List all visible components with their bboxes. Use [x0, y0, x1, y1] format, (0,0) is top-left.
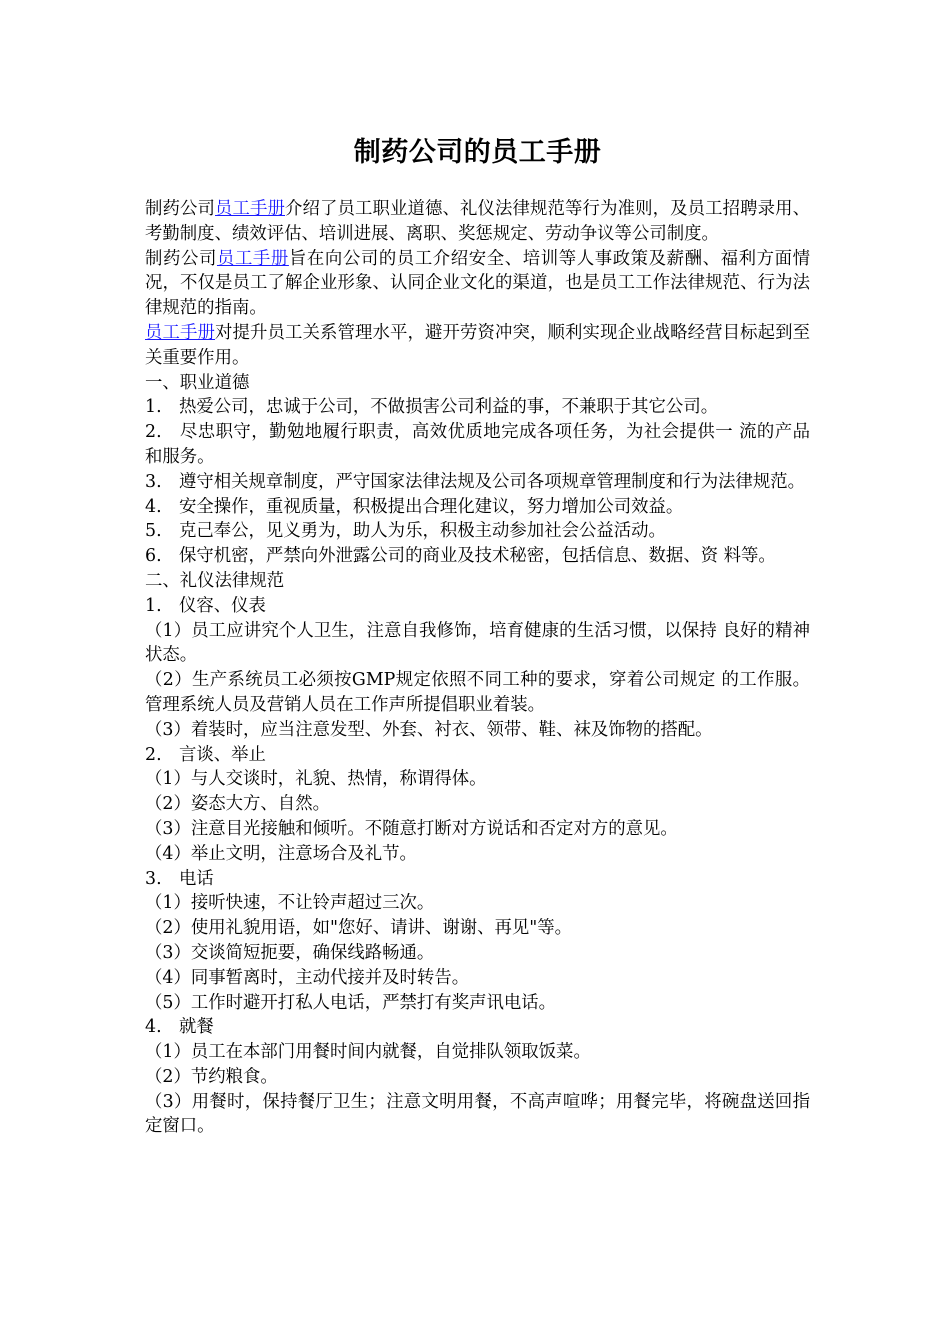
- intro-text: 旨在向公司的员工介绍安全、培训等人事政策及薪酬、福利方面情况，不仅是员工了解企业形象、认同企业文化的渠道，也是员工工作法律规范、行为法律规范的指南。: [145, 248, 810, 319]
- subsection-heading: 3. 电话: [145, 868, 214, 889]
- list-item: （2）姿态大方、自然。: [145, 794, 330, 815]
- list-item: （2）使用礼貌用语，如"您好、请讲、谢谢、再见"等。: [145, 918, 573, 939]
- list-item: 3. 遵守相关规章制度，严守国家法律法规及公司各项规章管理制度和行为法律规范。: [145, 471, 806, 492]
- employee-handbook-link[interactable]: 员工手册: [145, 322, 216, 343]
- list-item: 2. 尽忠职守，勤勉地履行职责，高效优质地完成各项任务，为社会提供一 流的产品和服务。: [145, 422, 810, 467]
- list-item: （3）用餐时，保持餐厅卫生；注意文明用餐，不高声喧哗；用餐完毕，将碗盘送回指定窗口。: [145, 1091, 810, 1137]
- intro-prefix: 制药公司: [145, 199, 216, 219]
- section-heading: 一、职业道德: [145, 372, 250, 393]
- list-item: 4. 安全操作，重视质量，积极提出合理化建议，努力增加公司效益。: [145, 496, 684, 517]
- list-item: （1）员工在本部门用餐时间内就餐，自觉排队领取饭菜。: [145, 1042, 591, 1063]
- subsection-heading: 1. 仪容、仪表: [145, 595, 266, 616]
- intro-paragraph-2: [145, 247, 810, 321]
- list-item: （5）工作时避开打私人电话，严禁打有奖声讯电话。: [145, 992, 557, 1013]
- list-item: （1）员工应讲究个人卫生，注意自我修饰，培育健康的生活习惯，以保持 良好的精神状态。: [145, 620, 810, 666]
- employee-handbook-link[interactable]: 员工手册: [216, 248, 289, 269]
- intro-paragraph-3: [145, 321, 810, 371]
- subsection-heading: 2. 言谈、举止: [145, 744, 266, 765]
- intro-paragraph-1: [145, 197, 810, 247]
- list-item: （1）与人交谈时，礼貌、热情，称谓得体。: [145, 769, 487, 790]
- list-item: （3）注意目光接触和倾听。不随意打断对方说话和否定对方的意见。: [145, 818, 678, 839]
- list-item: （1）接听快速，不让铃声超过三次。: [145, 893, 435, 914]
- list-item: （2）节约粮食。: [145, 1066, 278, 1087]
- list-item: （3）交谈简短扼要，确保线路畅通。: [145, 942, 435, 963]
- list-item: （2）生产系统员工必须按GMP规定依照不同工种的要求，穿着公司规定 的工作服。管理系统人员及营销人员在工作声所提倡职业着装。: [145, 670, 810, 715]
- list-item: （4）同事暂离时，主动代接并及时转告。: [145, 967, 470, 988]
- intro-prefix: 制药公司: [145, 248, 217, 269]
- list-item: 1. 热爱公司，忠诚于公司，不做损害公司利益的事，不兼职于其它公司。: [145, 397, 719, 418]
- employee-handbook-link[interactable]: 员工手册: [215, 199, 286, 219]
- document-body: [145, 197, 810, 1139]
- list-item: 6. 保守机密，严禁向外泄露公司的商业及技术秘密，包括信息、数据、资 料等。: [145, 546, 776, 567]
- intro-text: 介绍了员工职业道德、礼仪法律规范等行为准则，及员工招聘录用、考勤制度、绩效评估、培训进展、离职、奖惩规定、劳动争议等公司制度。: [145, 199, 810, 244]
- list-item: （4）举止文明，注意场合及礼节。: [145, 843, 417, 864]
- list-item: （3）着装时，应当注意发型、外套、衬衣、领带、鞋、袜及饰物的搭配。: [145, 719, 713, 740]
- intro-text: 对提升员工关系管理水平，避开劳资冲突，顺利实现企业战略经营目标起到至关重要作用。: [145, 322, 810, 368]
- list-item: 5. 克己奉公，见义勇为，助人为乐，积极主动参加社会公益活动。: [145, 521, 666, 542]
- subsection-heading: 4. 就餐: [145, 1017, 214, 1038]
- document-title: 制药公司的员工手册: [353, 137, 602, 168]
- section-heading: 二、礼仪法律规范: [145, 570, 285, 591]
